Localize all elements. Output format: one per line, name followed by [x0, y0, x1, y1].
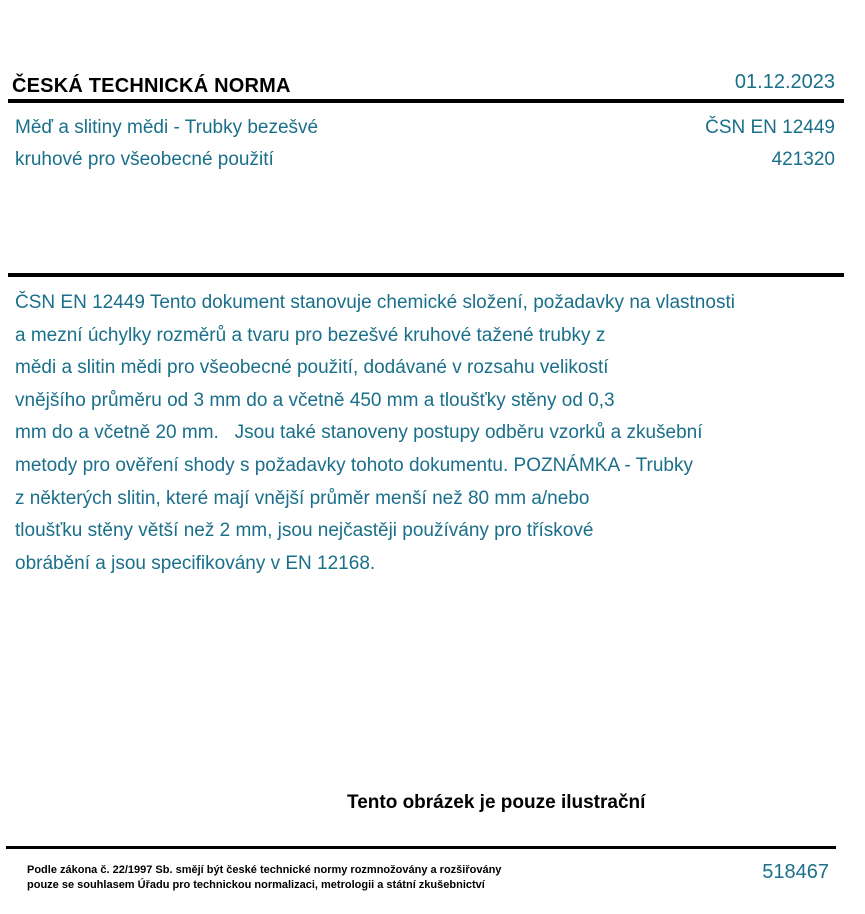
footer-legal-line: Podle zákona č. 22/1997 Sb. smějí být české technické normy rozmnožovány a rozšiřovány [27, 864, 502, 876]
footer-legal-notice [27, 863, 501, 893]
header-date: 01.12.2023 [734, 71, 835, 93]
classification-number: 421320 [771, 149, 835, 170]
abstract-line: a mezní úchylky rozměrů a tvaru pro bezešvé kruhové tažené trubky z [15, 324, 606, 346]
abstract-line: obrábění a jsou specifikovány v EN 12168. [15, 552, 376, 574]
header-title: ČESKÁ TECHNICKÁ NORMA [12, 75, 291, 97]
footer-rule [6, 846, 836, 849]
abstract-line: ČSN EN 12449 Tento dokument stanovuje chemické složení, požadavky na vlastnosti [15, 292, 735, 313]
standard-code: ČSN EN 12449 [705, 117, 835, 138]
header-rule [8, 99, 844, 103]
abstract-text [15, 287, 835, 580]
section-rule [8, 273, 844, 277]
document-title-line-1: Měď a slitiny mědi - Trubky bezešvé [15, 117, 319, 138]
abstract-line: mědi a slitin mědi pro všeobecné použití, dodávané v rozsahu velikostí [15, 357, 609, 379]
illustration-note: Tento obrázek je pouze ilustrační [347, 792, 646, 813]
abstract-line: vnějšího průměru od 3 mm do a včetně 450 mm a tloušťky stěny od 0,3 [15, 389, 615, 411]
abstract-line: mm do a včetně 20 mm. Jsou také stanoveny postupy odběru vzorků a zkušební [15, 422, 703, 444]
footer-legal-line: pouze se souhlasem Úřadu pro technickou normalizaci, metrologii a státní zkušebnictví [27, 879, 485, 891]
abstract-line: z některých slitin, které mají vnější průměr menší než 80 mm a/nebo [15, 487, 590, 509]
document-title-line-2: kruhové pro všeobecné použití [15, 149, 274, 170]
footer-document-number: 518467 [762, 861, 829, 883]
abstract-line: metody pro ověření shody s požadavky tohoto dokumentu. POZNÁMKA - Trubky [15, 454, 693, 476]
abstract-line: tloušťku stěny větší než 2 mm, jsou nejčastěji používány pro třískové [15, 520, 594, 542]
